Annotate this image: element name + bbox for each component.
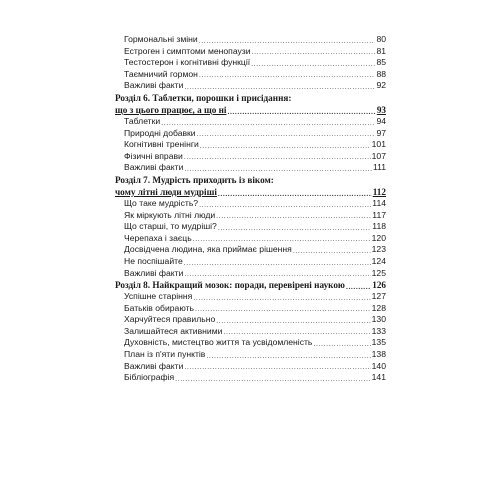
toc-dot-leader	[184, 151, 371, 163]
toc-dot-leader	[200, 139, 371, 151]
toc-entry-title: Як міркують літні люди	[124, 209, 216, 220]
toc-page-number: 80	[376, 34, 386, 44]
toc-dot-leader	[206, 349, 370, 361]
toc-chapter-heading	[115, 92, 386, 104]
toc-page-number: 97	[376, 127, 386, 138]
toc-entry-title: Успішне старіння	[124, 291, 193, 302]
toc-chapter-heading	[115, 186, 386, 198]
toc-dot-leader	[227, 104, 375, 116]
toc-page-number: 133	[371, 325, 386, 336]
toc-page-number: 81	[376, 45, 386, 56]
toc-page-number: 112	[372, 186, 386, 197]
toc-entry	[115, 256, 386, 268]
toc-dot-leader	[193, 291, 370, 303]
toc-entry-title: План із п'яти пунктів	[124, 349, 206, 360]
toc-page-number: 135	[371, 337, 386, 348]
toc-entry-title: Таємничий гормон	[124, 68, 198, 79]
toc-page-number: 140	[371, 360, 386, 371]
toc-dot-leader	[223, 326, 370, 338]
toc-entry-title: Черепаха і заєць	[124, 232, 192, 243]
toc-page-number: 125	[371, 267, 386, 278]
toc-dot-leader	[199, 198, 371, 210]
toc-entry-title: Важливі факти	[124, 360, 184, 371]
toc-dot-leader	[184, 80, 375, 92]
toc-entry	[115, 337, 386, 349]
toc-entry	[115, 233, 386, 245]
toc-page-number: 111	[372, 162, 386, 173]
toc-page-number: 92	[376, 80, 386, 91]
toc-dot-leader	[252, 46, 376, 58]
toc-entry	[115, 361, 386, 373]
toc-entry-title: Естроген і симптоми менопаузи	[124, 45, 251, 56]
toc-page-number: 85	[376, 57, 386, 68]
toc-entry-title: Таблетки	[124, 115, 161, 126]
toc-entry	[115, 116, 386, 128]
toc-entry-title: Залишайтеся активними	[124, 325, 223, 336]
toc-entry	[115, 314, 386, 326]
toc-entry	[115, 303, 386, 315]
toc-page-number: 120	[371, 232, 386, 243]
toc-entry	[115, 326, 386, 338]
toc-page-number: 94	[376, 115, 386, 126]
toc-entry-title: Не поспішайте	[124, 255, 183, 266]
toc-entry-title: Важливі факти	[124, 267, 184, 278]
toc-entry-title: чому літні люди мудріші	[115, 186, 217, 197]
table-of-contents	[115, 34, 386, 384]
toc-entry	[115, 244, 386, 256]
toc-chapter-heading	[115, 104, 386, 116]
toc-page-number: 126	[372, 280, 386, 291]
toc-entry-title: Духовність, мистецтво життя та усвідомленість	[124, 337, 313, 348]
toc-page-number: 107	[371, 150, 386, 161]
toc-dot-leader	[184, 256, 371, 268]
toc-entry	[115, 69, 386, 81]
toc-entry	[115, 372, 386, 384]
toc-page-number: 130	[371, 314, 386, 325]
toc-page-number: 118	[372, 221, 386, 232]
toc-dot-leader	[175, 372, 371, 384]
toc-entry	[115, 268, 386, 280]
toc-entry-title: Когнітивні тренінги	[124, 139, 199, 150]
toc-entry-title: Важливі факти	[124, 162, 184, 173]
toc-page-number: 114	[372, 197, 386, 208]
toc-chapter-heading	[115, 174, 386, 186]
toc-entry-title: Розділ 7. Мудрість приходить із віком:	[115, 174, 274, 185]
toc-entry	[115, 128, 386, 140]
toc-dot-leader	[216, 210, 371, 222]
toc-page-number: 124	[371, 255, 386, 266]
toc-entry	[115, 139, 386, 151]
toc-entry	[115, 80, 386, 92]
toc-entry-title: Харчуйтеся правильно	[124, 314, 216, 325]
toc-entry	[115, 162, 386, 174]
toc-dot-leader	[251, 57, 375, 69]
toc-entry	[115, 198, 386, 210]
toc-dot-leader	[313, 337, 370, 349]
toc-dot-leader	[293, 244, 371, 256]
toc-dot-leader	[161, 116, 375, 128]
toc-dot-leader	[195, 303, 371, 315]
toc-dot-leader	[197, 128, 376, 140]
toc-entry	[115, 57, 386, 69]
toc-entry-title: Батьків обирають	[124, 302, 194, 313]
toc-entry-title: Фізичні вправи	[124, 150, 183, 161]
toc-dot-leader	[199, 34, 376, 46]
toc-page-number: 117	[372, 209, 386, 220]
toc-dot-leader	[199, 69, 376, 81]
toc-page-number: 88	[376, 68, 386, 79]
toc-dot-leader	[184, 361, 370, 373]
toc-dot-leader	[218, 186, 372, 198]
toc-entry-title: Розділ 6. Таблетки, порошки і присідання:	[115, 92, 292, 103]
toc-entry	[115, 349, 386, 361]
toc-page-number: 93	[376, 104, 386, 115]
toc-entry-title: Що таке мудрість?	[124, 197, 199, 208]
toc-page-number: 123	[371, 244, 386, 255]
toc-entry-title: Природні добавки	[124, 127, 196, 138]
toc-page-number: 128	[371, 302, 386, 313]
toc-entry-title: Що старші, то мудріші?	[124, 221, 217, 232]
toc-entry	[115, 291, 386, 303]
toc-entry	[115, 151, 386, 163]
toc-page-number: 127	[371, 291, 386, 302]
toc-dot-leader	[346, 279, 371, 291]
toc-entry-title: Бібліографія	[124, 372, 175, 383]
toc-entry-title: Важливі факти	[124, 80, 184, 91]
toc-dot-leader	[184, 162, 372, 174]
toc-entry-title: Тестостерон і когнітивні функції	[124, 57, 251, 68]
toc-entry	[115, 221, 386, 233]
toc-dot-leader	[193, 233, 371, 245]
toc-entry	[115, 34, 386, 46]
toc-entry	[115, 210, 386, 222]
toc-page-number: 138	[371, 349, 386, 360]
toc-entry	[115, 46, 386, 58]
toc-page-number: 101	[371, 139, 386, 150]
toc-chapter-heading	[115, 279, 386, 291]
toc-entry-title: Розділ 8. Найкращий мозок: поради, перевірені наукою	[115, 280, 345, 291]
toc-entry-title: Досвідчена людина, яка приймає рішення	[124, 244, 292, 255]
toc-page-number: 141	[371, 372, 386, 383]
toc-dot-leader	[216, 314, 370, 326]
toc-dot-leader	[184, 268, 370, 280]
toc-dot-leader	[218, 221, 371, 233]
toc-entry-title: що з цього працює, а що ні	[115, 104, 227, 115]
toc-entry-title: Гормональні зміни	[124, 34, 198, 44]
